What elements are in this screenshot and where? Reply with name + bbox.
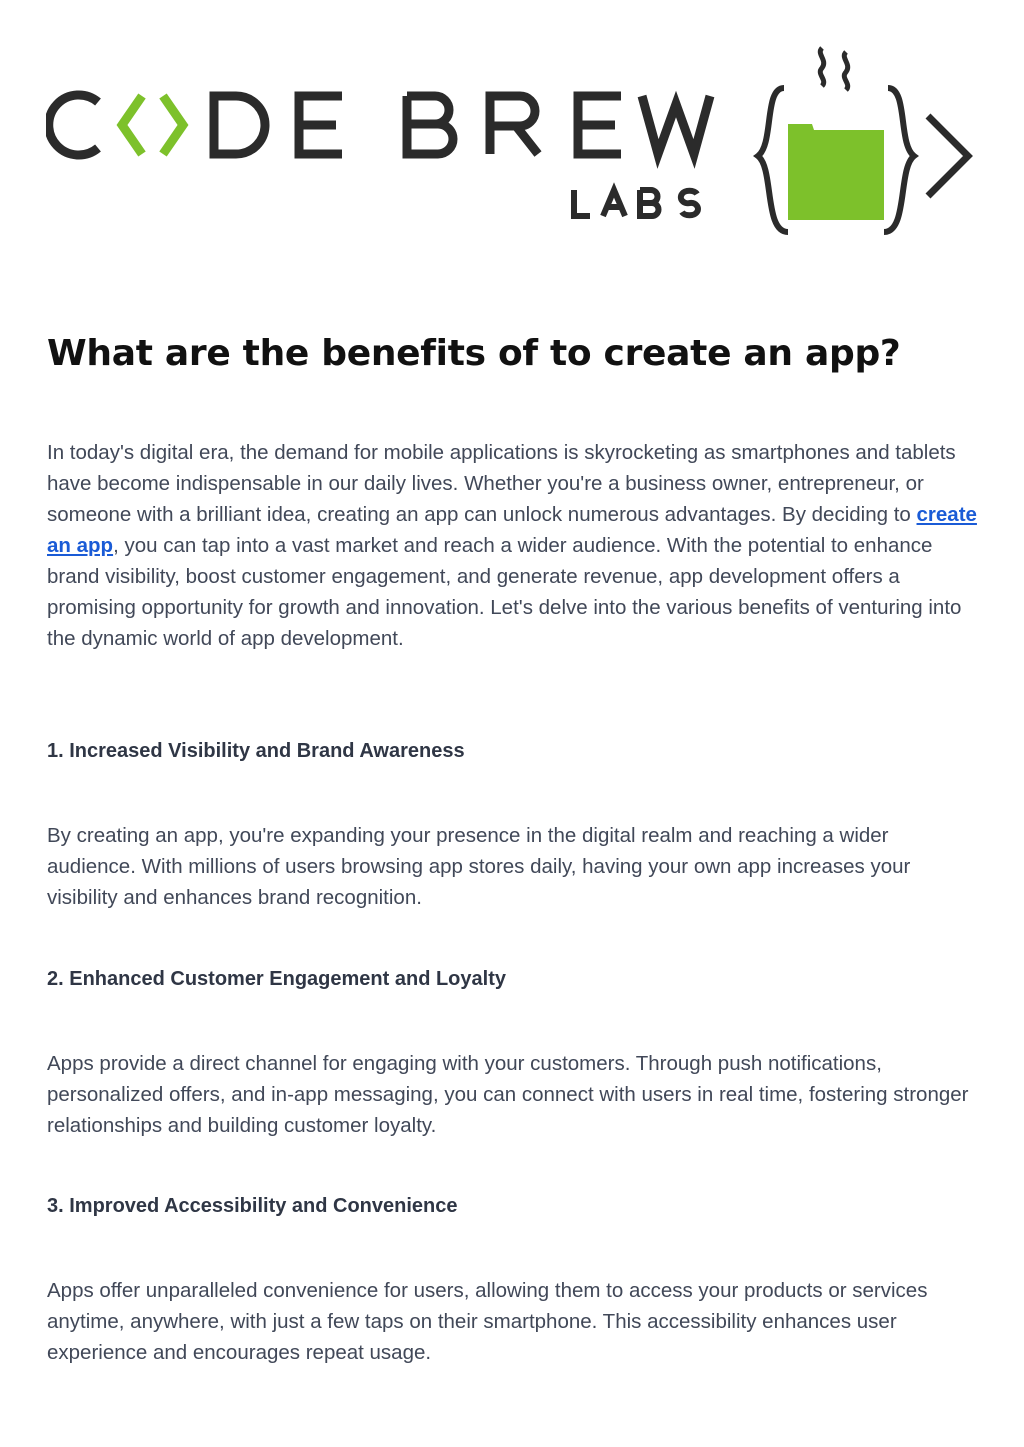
section-body-engagement: Apps provide a direct channel for engaging with your customers. Through push notifications, personalized offers, and in-app messaging, you can connect with users in real time, fostering stronger relationships and building customer loyalty. xyxy=(47,1052,969,1137)
logo-wordmark xyxy=(49,95,710,155)
intro-paragraph xyxy=(47,437,979,654)
section-heading-accessibility: 3. Improved Accessibility and Convenience xyxy=(47,1195,458,1217)
create-an-app-link[interactable]: create an app xyxy=(47,503,977,557)
section-heading-engagement: 2. Enhanced Customer Engagement and Loyalty xyxy=(47,968,506,990)
intro-text-before-link: In today's digital era, the demand for mobile applications is skyrocketing as smartphones and tablets have become indispensable in our daily lives. Whether you're a business owner, entrepreneur, or someone with a brilliant idea, creating an app can unlock numerous advantages. By deciding to xyxy=(47,441,956,526)
code-brew-labs-logo xyxy=(46,44,976,236)
intro-text-after-link: , you can tap into a vast market and reach a wider audience. With the potential to enhance brand visibility, boost customer engagement, and generate revenue, app development offers a promising opportunity for growth and innovation. Let's delve into the various benefits of venturing into the dynamic world of app development. xyxy=(47,534,962,650)
section-heading-visibility: 1. Increased Visibility and Brand Awareness xyxy=(47,740,465,762)
section-body-accessibility: Apps offer unparalleled convenience for users, allowing them to access your products or services anytime, anywhere, with just a few taps on their smartphone. This accessibility enhances user experience and encourages repeat usage. xyxy=(47,1279,928,1364)
section-body-visibility: By creating an app, you're expanding your presence in the digital realm and reaching a wider audience. With millions of users browsing app stores daily, having your own app increases your visibility and enhances brand recognition. xyxy=(47,824,911,909)
logo-labs-text xyxy=(574,190,698,216)
page-title: What are the benefits of to create an app? xyxy=(47,333,901,374)
coffee-cup-icon xyxy=(758,48,968,232)
